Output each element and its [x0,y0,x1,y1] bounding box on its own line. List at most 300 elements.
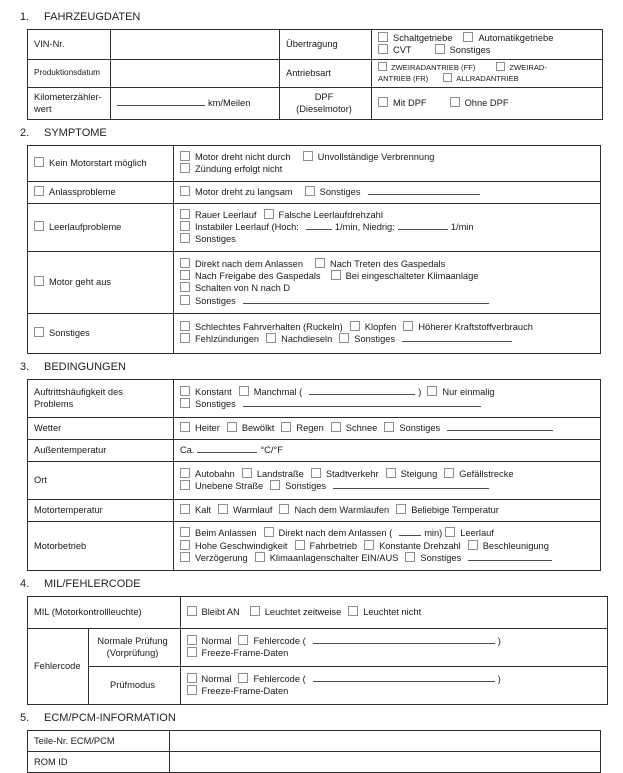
checkbox-label: ZWEIRAD- [509,62,547,72]
checkbox-label: Instabiler Leerlauf (Hoch: [195,222,299,233]
checkbox-label: Nach Treten des Gaspedals [330,258,446,269]
checkbox-option[interactable] [403,321,533,333]
checkbox-option[interactable] [180,209,257,221]
checkbox-icon[interactable] [180,282,190,292]
checkbox-label: Kalt [195,505,212,516]
checkbox-label: ALLRADANTRIEB [456,74,519,84]
section-heading-bedingungen [20,361,623,374]
cell-line [34,756,165,768]
checkbox-icon[interactable] [443,73,452,82]
cell-line [34,422,169,434]
checkbox-icon[interactable] [255,552,265,562]
checkbox-option[interactable] [378,62,475,74]
checkbox-option[interactable] [180,321,343,333]
checkbox-icon[interactable] [180,480,190,490]
section-heading-fahrzeugdaten [20,11,623,24]
section-number: 5. [20,711,30,724]
text-label: ROM ID [34,756,68,767]
checkbox-icon[interactable] [180,468,190,478]
checkbox-option[interactable] [180,295,236,307]
table-row [28,313,601,353]
symptom-anlassprobleme [28,181,174,203]
cell-line [378,73,598,85]
pruefmodus-options [180,666,607,704]
checkbox-option[interactable] [250,606,342,618]
checkbox-option[interactable] [255,552,399,564]
checkbox-icon[interactable] [403,321,413,331]
checkbox-option[interactable] [180,258,303,270]
checkbox-icon[interactable] [378,32,388,42]
pruefmodus-label [88,666,180,704]
checkbox-option[interactable] [279,504,389,516]
table-row [28,596,608,628]
checkbox-option[interactable] [496,62,547,74]
checkbox-option[interactable] [331,422,378,434]
checkbox-option[interactable] [187,635,232,647]
table-row [28,203,601,251]
checkbox-label: Warmlauf [233,505,273,516]
bedingungen-table [27,379,623,571]
checkbox-label: Rauer Leerlauf [195,209,257,220]
checkbox-icon[interactable] [180,527,190,537]
text-label: 1/min [450,222,474,233]
checkbox-option[interactable] [339,333,395,345]
checkbox-icon[interactable] [180,295,190,305]
checkbox-option[interactable] [180,233,236,245]
cell-line [34,38,106,50]
checkbox-option[interactable] [180,386,232,398]
checkbox-option[interactable] [34,186,116,198]
checkbox-label: Schnee [345,423,378,434]
checkbox-option[interactable] [238,673,305,685]
text-label: °C/°F [260,445,283,456]
motorbetrieb-label [28,521,174,570]
checkbox-icon[interactable] [34,276,44,286]
checkbox-icon[interactable] [331,422,341,432]
checkbox-option[interactable] [444,468,513,480]
checkbox-icon[interactable] [227,422,237,432]
cell-line [180,527,596,539]
cell-line [180,540,596,552]
checkbox-option[interactable] [180,422,220,434]
checkbox-icon[interactable] [281,422,291,432]
cell-line [34,540,169,552]
produktionsdatum-label [28,59,111,87]
table-row [28,181,601,203]
section-title: SYMPTOME [44,126,107,139]
checkbox-icon[interactable] [270,480,280,490]
checkbox-icon[interactable] [463,32,473,42]
checkbox-icon[interactable] [180,233,190,243]
checkbox-option[interactable] [180,540,288,552]
fill-in-blank[interactable] [368,186,480,195]
checkbox-option[interactable] [180,398,236,410]
section-title: MIL/FEHLERCODE [44,577,141,590]
checkbox-icon[interactable] [34,157,44,167]
checkbox-option[interactable] [378,32,452,44]
checkbox-option[interactable] [180,504,211,516]
checkbox-label: Verzögerung [195,552,248,563]
checkbox-icon[interactable] [348,606,358,616]
checkbox-label: Direkt nach dem Anlassen [195,258,304,269]
checkbox-label: Manchmal ( [253,387,303,398]
checkbox-label: Zündung erfolgt nicht [195,164,283,175]
leerlaufprobleme-details [174,203,601,251]
cell-line [34,221,169,233]
checkbox-option[interactable] [180,282,290,294]
fill-in-blank[interactable] [468,552,552,561]
mil-fehlercode-table [27,596,623,705]
checkbox-option[interactable] [242,468,304,480]
checkbox-icon[interactable] [180,540,190,550]
checkbox-icon[interactable] [218,504,228,514]
fill-in-blank[interactable] [243,295,489,304]
text-label: Problems [34,399,74,410]
checkbox-option[interactable] [396,504,499,516]
checkbox-icon[interactable] [180,422,190,432]
checkbox-icon[interactable] [378,44,388,54]
checkbox-label: Sonstiges [449,45,491,56]
uebertragung-label [280,30,372,60]
checkbox-icon[interactable] [350,321,360,331]
checkbox-icon[interactable] [384,422,394,432]
cell-line [34,276,169,288]
checkbox-icon[interactable] [444,468,454,478]
checkbox-option[interactable] [187,647,289,659]
checkbox-label: Normal [201,636,232,647]
text-label: wert [34,104,52,115]
checkbox-option[interactable] [180,270,321,282]
checkbox-label: Klimaanlagenschalter EIN/AUS [269,552,399,563]
checkbox-option[interactable] [180,186,293,198]
checkbox-icon[interactable] [187,606,197,616]
text-label: DPF [314,92,334,103]
cell-line [34,157,169,169]
cell-line [180,398,596,410]
checkbox-label: Fehlercode ( [253,674,306,685]
sonstiges-details [174,313,601,353]
checkbox-icon[interactable] [180,258,190,268]
cell-line [91,635,178,647]
fill-in-blank[interactable] [243,398,481,407]
checkbox-label: Klopfen [364,322,397,333]
checkbox-option[interactable] [331,270,479,282]
checkbox-icon[interactable] [364,540,374,550]
cell-line [34,444,169,456]
fill-in-blank[interactable] [402,333,512,342]
checkbox-icon[interactable] [295,540,305,550]
section-number: 4. [20,577,30,590]
checkbox-label: Leuchtet nicht [363,607,422,618]
checkbox-icon[interactable] [331,270,341,280]
checkbox-icon[interactable] [303,151,313,161]
checkbox-option[interactable] [187,673,232,685]
kilometerzaehler-value [111,87,280,119]
checkbox-icon[interactable] [187,647,197,657]
table-row [28,751,601,772]
motor-geht-aus-details [174,251,601,313]
motorbetrieb-options [174,521,601,570]
checkbox-icon[interactable] [396,504,406,514]
checkbox-option[interactable] [180,552,248,564]
aussentemperatur-value [174,439,601,461]
checkbox-option[interactable] [378,97,427,109]
cell-line [34,327,169,339]
checkbox-option[interactable] [348,606,421,618]
fill-in-blank[interactable] [333,480,489,489]
checkbox-label: CVT [393,45,412,56]
cell-line [34,606,176,618]
text-label: Kilometerzähler- [34,92,102,103]
checkbox-icon[interactable] [180,163,190,173]
checkbox-icon[interactable] [34,327,44,337]
fill-in-blank[interactable] [313,673,495,682]
checkbox-option[interactable] [463,32,553,44]
cell-line [34,91,106,103]
checkbox-option[interactable] [239,386,303,398]
checkbox-option[interactable] [445,527,494,539]
text-label: Übertragung [286,39,338,50]
text-label: Außentemperatur [34,445,107,456]
checkbox-option[interactable] [270,480,326,492]
checkbox-icon[interactable] [34,186,44,196]
text-label: ) [497,636,501,647]
checkbox-label: Beschleunigung [482,540,549,551]
checkbox-option[interactable] [305,186,361,198]
text-label: ) [497,674,501,685]
uebertragung-options [372,30,603,60]
cell-line [180,209,596,221]
checkbox-option[interactable] [443,73,518,85]
text-label: Auftrittshäufigkeit des [34,387,123,398]
section-title: BEDINGUNGEN [44,360,126,373]
checkbox-label: Sonstiges [49,328,90,339]
checkbox-option[interactable] [378,44,412,56]
checkbox-label: Freeze-Frame-Daten [201,686,289,697]
cell-line [34,504,169,516]
checkbox-option[interactable] [180,221,299,233]
section-heading-symptome [20,127,623,140]
checkbox-option[interactable] [315,258,445,270]
checkbox-option[interactable] [281,422,323,434]
fill-in-blank[interactable] [447,422,553,431]
checkbox-icon[interactable] [339,333,349,343]
checkbox-option[interactable] [187,685,289,697]
checkbox-option[interactable] [264,209,383,221]
checkbox-label: Hohe Geschwindigkeit [195,540,288,551]
checkbox-option[interactable] [450,97,509,109]
checkbox-icon[interactable] [34,221,44,231]
cell-line [34,103,106,115]
text-label: MIL (Motorkontrollleuchte) [34,607,142,618]
checkbox-option[interactable] [364,540,461,552]
fill-in-blank[interactable] [313,635,495,644]
section-number: 2. [20,126,30,139]
checkbox-icon[interactable] [180,270,190,280]
checkbox-label: Sonstiges [285,481,327,492]
checkbox-label: Motor geht aus [49,277,112,288]
fill-in-blank[interactable] [399,527,421,536]
symptom-leerlaufprobleme [28,203,174,251]
checkbox-label: ZWEIRADANTRIEB (FF) [391,62,476,72]
ort-label [28,461,174,499]
table-row [28,251,601,313]
checkbox-icon[interactable] [435,44,445,54]
checkbox-option[interactable] [34,157,147,169]
checkbox-label: Falsche Leerlaufdrehzahl [278,209,383,220]
produktionsdatum-value [111,59,280,87]
checkbox-option[interactable] [187,606,240,618]
checkbox-icon[interactable] [180,552,190,562]
text-label: km/Meilen [208,98,251,109]
checkbox-label: Leerlauf [460,528,494,539]
checkbox-option[interactable] [295,540,358,552]
teile-nr-ecm-pcm-label [28,730,170,751]
text-label: Ort [34,475,47,486]
checkbox-icon[interactable] [180,386,190,396]
cell-line [180,163,596,175]
cell-line [187,635,603,647]
checkbox-icon[interactable] [279,504,289,514]
dpf-options [372,87,603,119]
checkbox-label: Fehlzündungen [195,334,260,345]
checkbox-label: Bei eingeschalteter Klimaanlage [345,271,479,282]
checkbox-option[interactable] [227,422,275,434]
ort-options [174,461,601,499]
checkbox-icon[interactable] [378,62,387,71]
cell-line [34,735,165,747]
checkbox-option[interactable] [427,386,494,398]
checkbox-icon[interactable] [187,673,197,683]
fill-in-blank[interactable] [398,221,448,230]
checkbox-icon[interactable] [180,333,190,343]
checkbox-option[interactable] [311,468,379,480]
checkbox-option[interactable] [405,552,461,564]
checkbox-option[interactable] [180,480,263,492]
text-label: (Dieselmotor) [296,104,352,115]
checkbox-label: Nachdieseln [281,334,333,345]
checkbox-icon[interactable] [242,468,252,478]
checkbox-option[interactable] [303,151,435,163]
checkbox-option[interactable] [34,327,90,339]
checkbox-icon[interactable] [238,673,248,683]
checkbox-option[interactable] [264,527,393,539]
checkbox-icon[interactable] [266,333,276,343]
vin-value [111,30,280,60]
checkbox-icon[interactable] [468,540,478,550]
checkbox-icon[interactable] [239,386,249,396]
ecm-pcm-table [27,730,623,773]
checkbox-option[interactable] [180,527,257,539]
fill-in-blank[interactable] [197,444,257,453]
fahrzeugdaten-table-grid [27,29,603,120]
cell-line [180,504,596,516]
checkbox-icon[interactable] [305,186,315,196]
checkbox-label: Sonstiges [319,187,361,198]
checkbox-option[interactable] [180,151,291,163]
checkbox-option[interactable] [384,422,440,434]
fill-in-blank[interactable] [117,97,205,106]
cell-line [180,468,596,480]
checkbox-icon[interactable] [180,221,190,231]
checkbox-icon[interactable] [250,606,260,616]
checkbox-option[interactable] [34,221,121,233]
checkbox-option[interactable] [180,333,259,345]
checkbox-option[interactable] [266,333,332,345]
table-row [28,499,601,521]
checkbox-icon[interactable] [386,468,396,478]
motortemperatur-label [28,499,174,521]
checkbox-option[interactable] [180,468,235,480]
cell-line [180,480,596,492]
checkbox-option[interactable] [435,44,491,56]
checkbox-icon[interactable] [311,468,321,478]
checkbox-icon[interactable] [450,97,460,107]
checkbox-icon[interactable] [264,527,274,537]
checkbox-label: Regen [296,423,324,434]
checkbox-option[interactable] [238,635,305,647]
table-row [28,628,608,666]
checkbox-icon[interactable] [180,321,190,331]
text-label: Fehlercode [34,661,81,672]
checkbox-icon[interactable] [264,209,274,219]
cell-line [180,333,596,345]
cell-line [187,647,603,659]
checkbox-icon[interactable] [405,552,415,562]
checkbox-icon[interactable] [496,62,505,71]
checkbox-icon[interactable] [238,635,248,645]
text-label: Produktionsdatum [34,67,100,77]
checkbox-icon[interactable] [187,685,197,695]
checkbox-option[interactable] [350,321,397,333]
checkbox-label: Gefällstrecke [459,469,514,480]
fill-in-blank[interactable] [306,221,332,230]
cell-line [180,321,596,333]
checkbox-label: Motor dreht nicht durch [195,152,291,163]
checkbox-icon[interactable] [180,209,190,219]
section-number: 3. [20,360,30,373]
checkbox-icon[interactable] [180,398,190,408]
checkbox-icon[interactable] [315,258,325,268]
checkbox-icon[interactable] [187,635,197,645]
checkbox-icon[interactable] [180,504,190,514]
checkbox-option[interactable] [34,276,111,288]
table-row [28,59,603,87]
checkbox-label: Stadtverkehr [325,469,379,480]
checkbox-option[interactable] [180,163,282,175]
checkbox-icon[interactable] [180,186,190,196]
checkbox-label: Nach dem Warmlaufen [294,505,390,516]
cell-line [180,270,596,282]
cell-line [282,103,369,115]
checkbox-label: Landstraße [256,469,304,480]
checkbox-icon[interactable] [180,151,190,161]
table-row [28,417,601,439]
motortemperatur-options [174,499,601,521]
fill-in-blank[interactable] [309,386,415,395]
checkbox-option[interactable] [468,540,549,552]
checkbox-option[interactable] [218,504,272,516]
rom-id-label [28,751,170,772]
cell-line [180,258,596,270]
checkbox-option[interactable] [386,468,438,480]
table-row [28,461,601,499]
checkbox-icon[interactable] [445,527,455,537]
checkbox-icon[interactable] [378,97,388,107]
checkbox-icon[interactable] [427,386,437,396]
checkbox-label: Konstante Drehzahl [379,540,461,551]
checkbox-label: Unvollständige Verbrennung [317,152,435,163]
